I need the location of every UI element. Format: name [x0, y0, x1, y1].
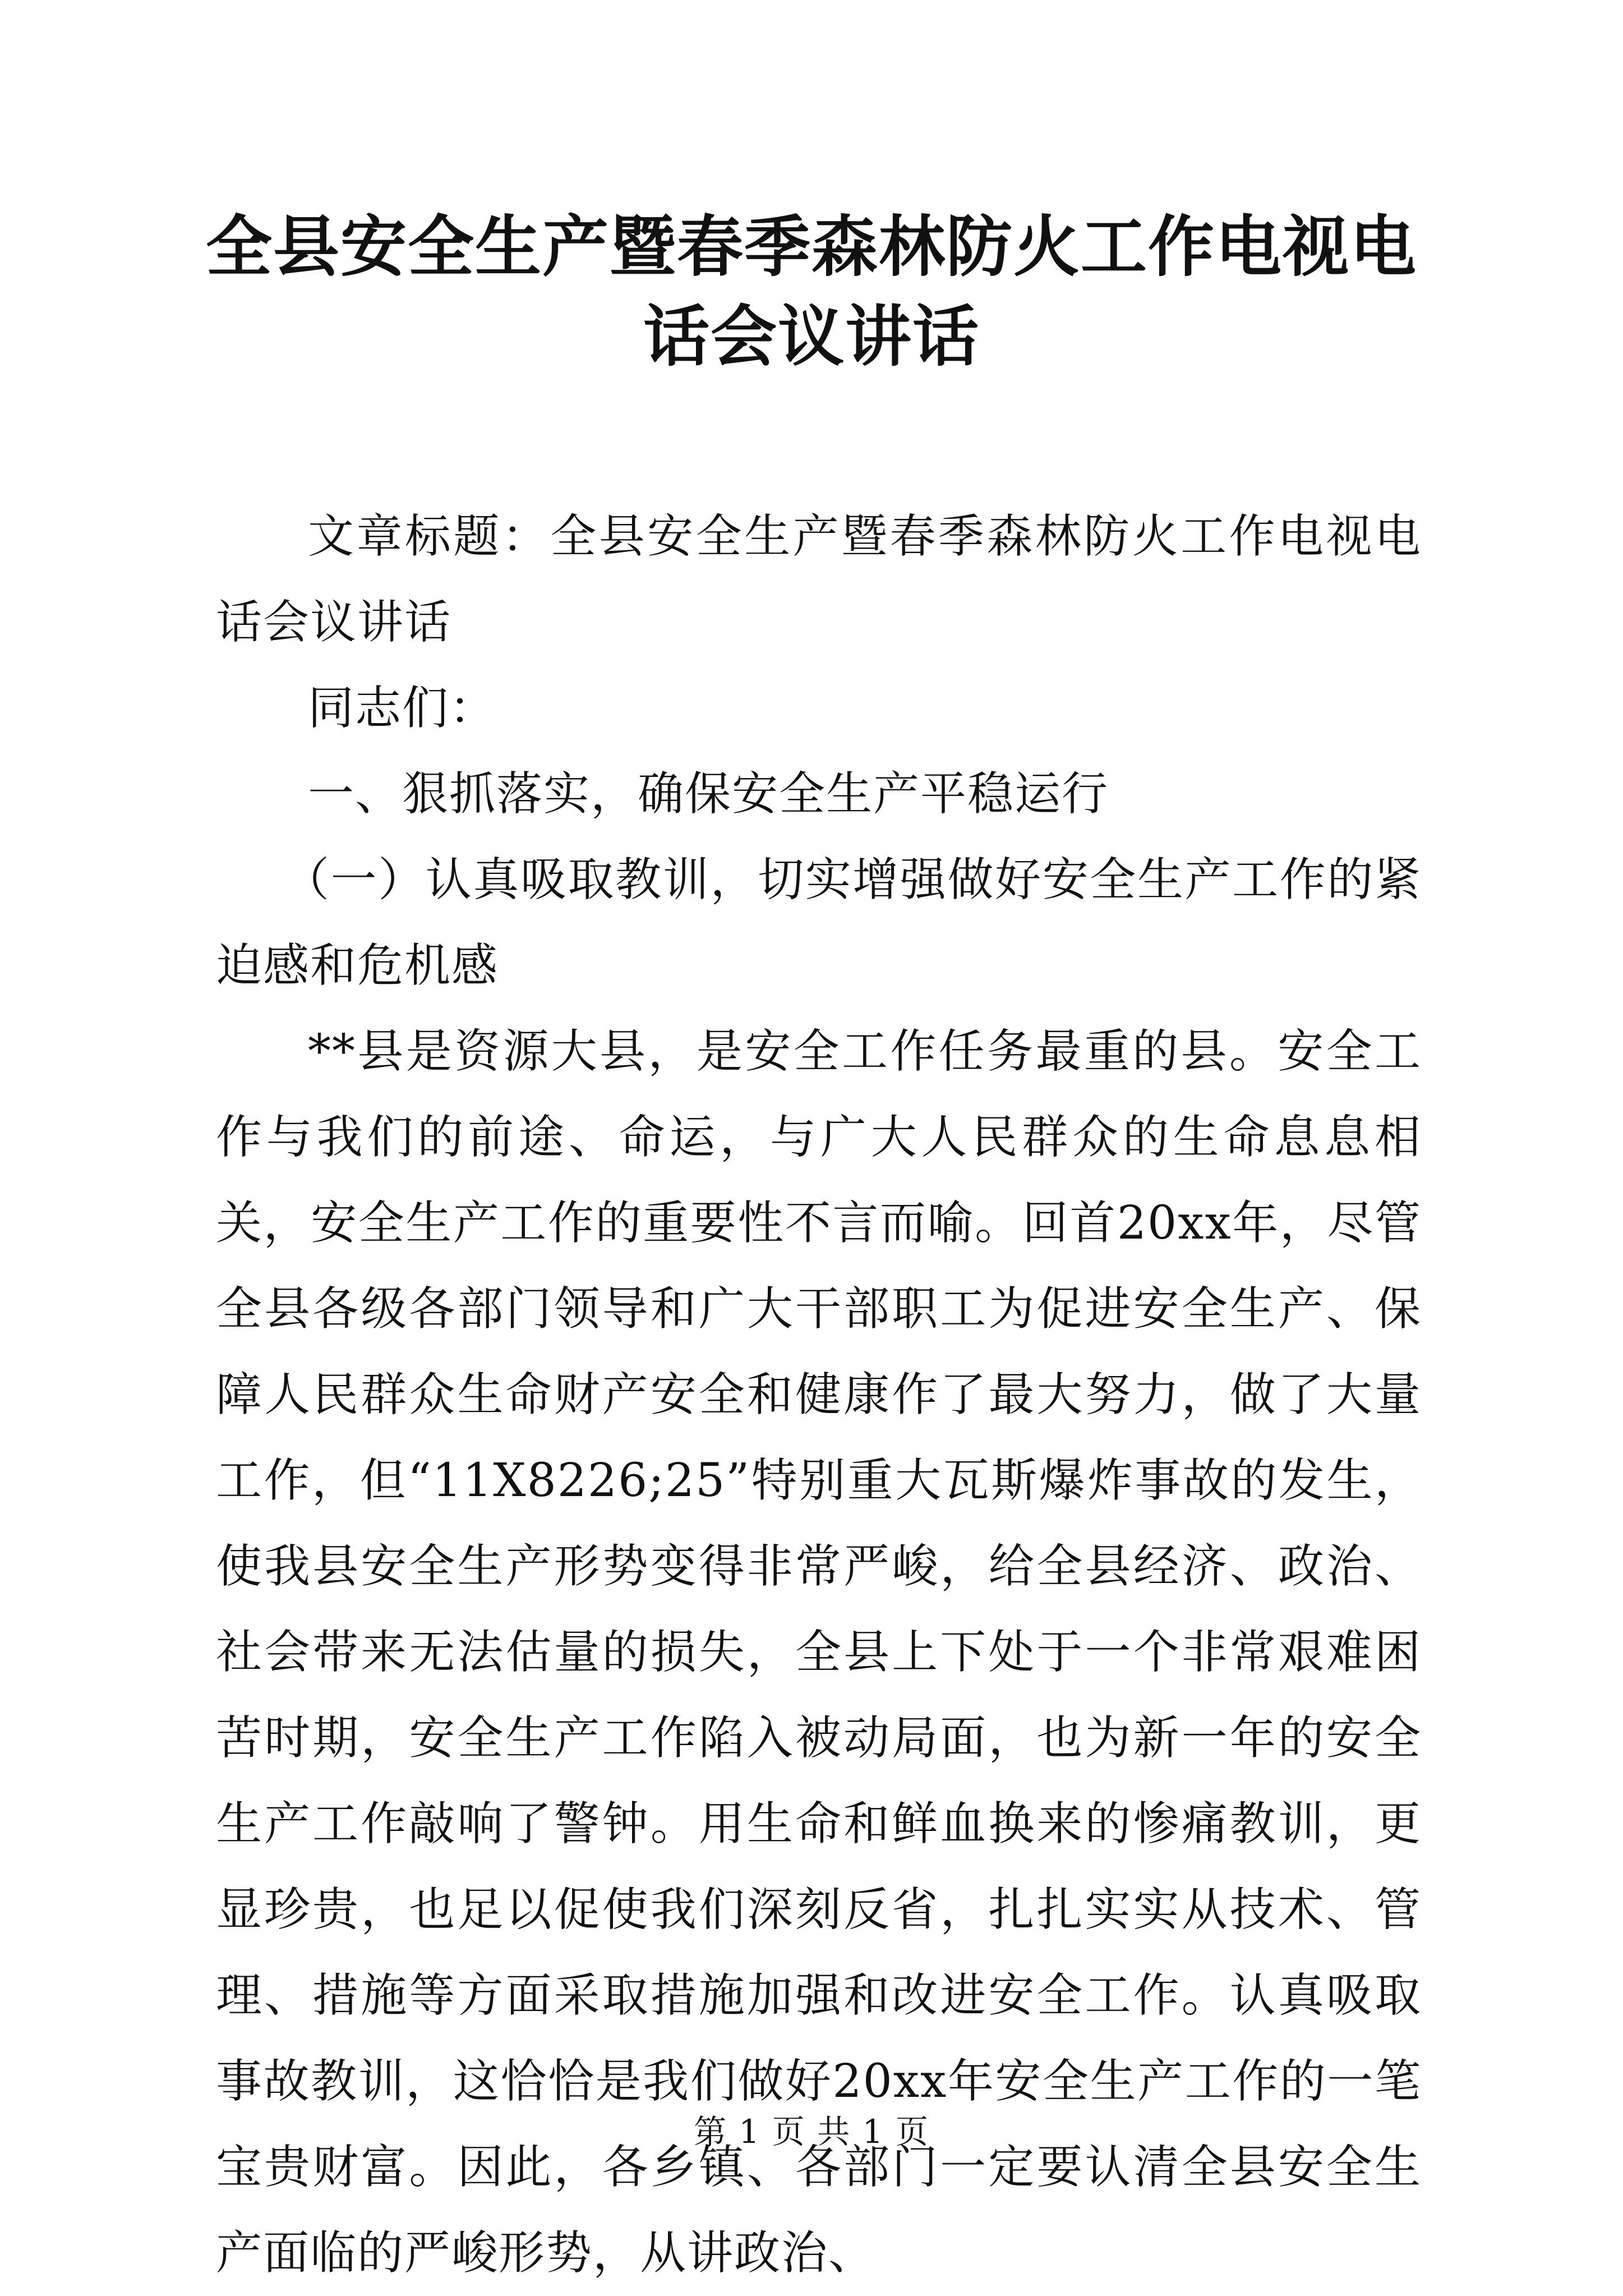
salutation: 同志们：: [308, 682, 497, 735]
subsection-heading: （一）认真吸取教训，切实增强做好安全生产工作的紧迫感和危机感: [216, 853, 1422, 992]
section-heading: 一、狠抓落实，确保安全生产平稳运行: [308, 767, 1109, 821]
article-title-line: 文章标题：全县安全生产暨春季森林防火工作电视电话会议讲话: [216, 510, 1422, 649]
page-footer: 第 1 页 共 1 页: [694, 2113, 929, 2151]
document-body: [216, 494, 1422, 2296]
document-title: 全县安全生产暨春季森林防火工作电视电话会议讲话: [205, 208, 1417, 375]
body-paragraph: **县是资源大县，是安全工作任务最重的县。安全工作与我们的前途、命运，与广大人民群众的生命息息相关，安全生产工作的重要性不言而喻。回首20xx年，尽管全县各级各部门领导和广大干部职工为促进安全生产、保障人民群众生命财产安全和健康作了最大努力，做了大量工作，但“11X8226;25”特别重大瓦斯爆炸事故的发生，使我县安全生产形势变得非常严峻，给全县经济、政治、社会带来无法估量的损失，全县上下处于一个非常艰难困苦时期，安全生产工作陷入被动局面，也为新一年的安全生产工作敲响了警钟。用生命和鲜血换来的惨痛教训，更显珍贵，也足以促使我们深刻反省，扎扎实实从技术、管理、措施等方面采取措施加强和改进安全工作。认真吸取事故教训，这恰恰是我们做好20xx年安全生产工作的一笔宝贵财富。因此，各乡镇、各部门一定要认清全县安全生产面临的严峻形势，从讲政治、: [216, 1025, 1422, 2280]
